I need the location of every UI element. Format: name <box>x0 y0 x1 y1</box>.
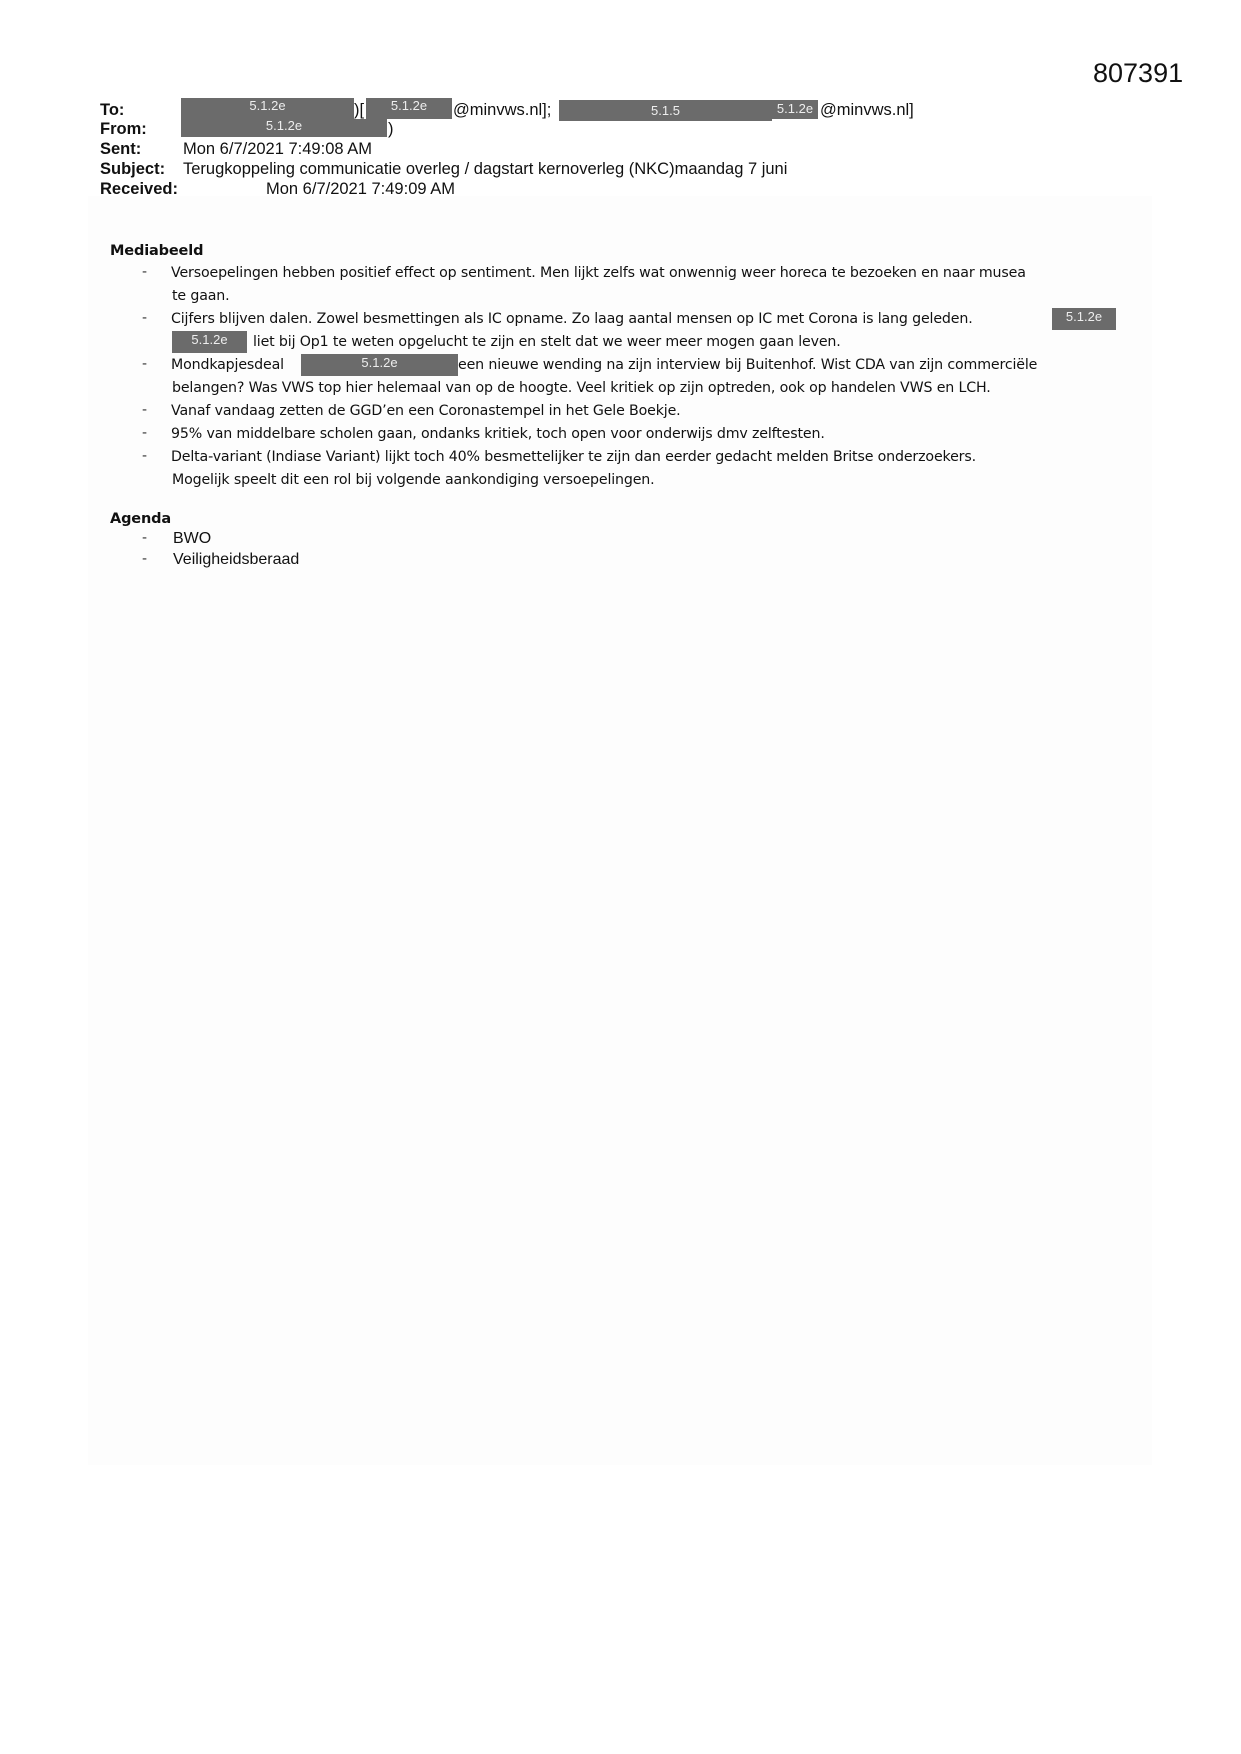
bullet-dash: - <box>142 310 148 326</box>
agenda-item-bwo: BWO <box>173 530 212 547</box>
document-number: 807391 <box>1093 58 1184 88</box>
list-item-text: liet bij Op1 te weten opgelucht te zijn en stelt dat we weer meer mogen gaan leven. <box>253 334 841 350</box>
list-item-text: Cijfers blijven dalen. Zowel besmettingen als IC opname. Zo laag aantal mensen op IC met Corona is lang geleden. <box>171 311 973 327</box>
redaction-block: 5.1.2e <box>366 98 452 119</box>
received-value: Mon 6/7/2021 7:49:09 AM <box>266 180 455 198</box>
list-item-text: een nieuwe wending na zijn interview bij Buitenhof. Wist CDA van zijn commerciële <box>458 357 1038 373</box>
bullet-dash: - <box>142 356 148 372</box>
list-item-text: Vanaf vandaag zetten de GGD’en een Coronastempel in het Gele Boekje. <box>171 403 681 419</box>
bullet-dash: - <box>142 264 148 280</box>
list-item-text: Mondkapjesdeal <box>171 357 284 373</box>
redaction-block: 5.1.2e <box>1052 308 1116 330</box>
subject-value: Terugkoppeling communicatie overleg / dagstart kernoverleg (NKC)maandag 7 juni <box>183 160 788 178</box>
list-item-text: Versoepelingen hebben positief effect op sentiment. Men lijkt zelfs wat onwennig weer horeca te bezoeken en naar musea <box>171 265 1026 281</box>
to-separator: )[ <box>354 101 365 119</box>
redaction-block: 5.1.2e <box>172 331 247 353</box>
list-item-text: te gaan. <box>172 288 230 304</box>
to-domain: @minvws.nl]; <box>453 101 552 119</box>
redaction-block: 5.1.2e <box>181 119 387 137</box>
bullet-dash: - <box>142 448 148 464</box>
list-item-text: Mogelijk speelt dit een rol bij volgende aankondiging versoepelingen. <box>172 472 655 488</box>
agenda-item-veiligheidsberaad: Veiligheidsberaad <box>173 551 300 568</box>
section-title-agenda: Agenda <box>110 511 172 527</box>
list-item-text: 95% van middelbare scholen gaan, ondanks kritiek, toch open voor onderwijs dmv zelftesten. <box>171 426 825 442</box>
redaction-block: 5.1.5 <box>559 100 772 121</box>
redaction-block: 5.1.2e <box>772 100 818 119</box>
redaction-block: 5.1.2e <box>301 354 458 376</box>
bullet-dash: - <box>142 402 148 418</box>
section-title-mediabeeld: Mediabeeld <box>110 243 204 259</box>
bullet-dash: - <box>142 530 148 546</box>
to-domain: @minvws.nl] <box>820 101 914 119</box>
sent-value: Mon 6/7/2021 7:49:08 AM <box>183 140 372 158</box>
subject-label: Subject: <box>100 160 166 178</box>
from-label: From: <box>100 120 147 138</box>
received-label: Received: <box>100 180 178 198</box>
sent-label: Sent: <box>100 140 142 158</box>
bullet-dash: - <box>142 425 148 441</box>
from-close: ) <box>388 120 394 138</box>
to-label: To: <box>100 101 125 119</box>
list-item-text: Delta-variant (Indiase Variant) lijkt toch 40% besmettelijker te zijn dan eerder gedacht melden Britse onderzoekers. <box>171 449 976 465</box>
bullet-dash: - <box>142 551 148 567</box>
redaction-block: 5.1.2e <box>181 98 354 119</box>
list-item-text: belangen? Was VWS top hier helemaal van op de hoogte. Veel kritiek op zijn optreden, ook op handelen VWS en LCH. <box>172 380 991 396</box>
